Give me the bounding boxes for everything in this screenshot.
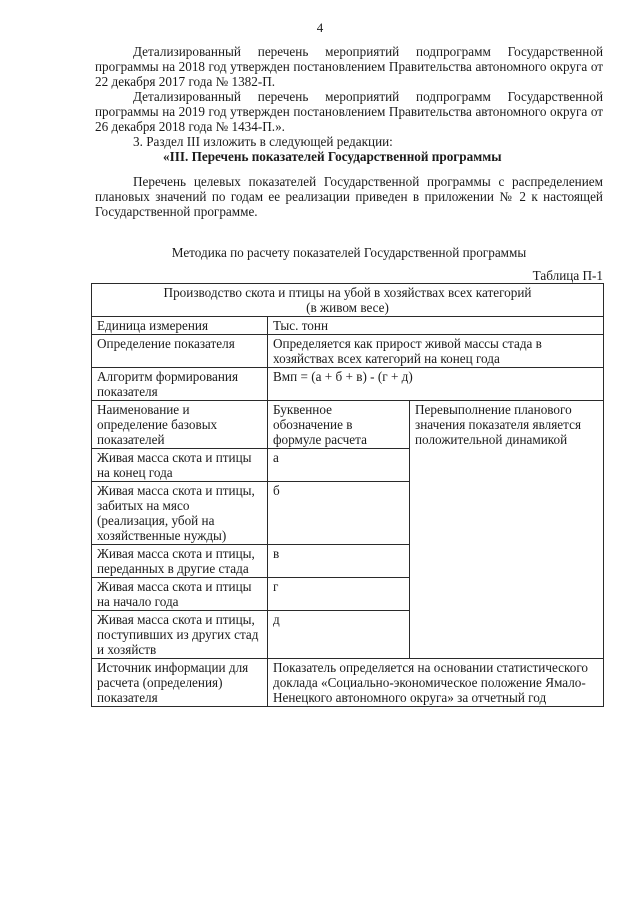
base-indicator-symbol: г xyxy=(268,578,410,611)
document-body xyxy=(95,44,603,260)
base-indicator-symbol: в xyxy=(268,545,410,578)
algorithm-label: Алгоритм формирования показателя xyxy=(92,368,268,401)
paragraph-2018-list: Детализированный перечень мероприятий подпрограмм Государственной программы на 2018 год утвержден постановлением Правительства автономного округа от 22 декабря 2017 года № 1382-П. xyxy=(95,44,603,89)
base-indicator-name: Живая масса скота и птицы, переданных в другие стада xyxy=(92,545,268,578)
table-title-line2: (в живом весе) xyxy=(306,300,389,315)
col-base-name: Наименование и определение базовых показателей xyxy=(92,401,268,449)
source-label: Источник информации для расчета (определения) показателя xyxy=(92,659,268,707)
definition-label: Определение показателя xyxy=(92,335,268,368)
base-indicator-name: Живая масса скота и птицы, поступивших из других стад и хозяйств xyxy=(92,611,268,659)
base-indicator-name: Живая масса скота и птицы на начало года xyxy=(92,578,268,611)
unit-value: Тыс. тонн xyxy=(268,317,604,335)
paragraph-section-change: 3. Раздел III изложить в следующей редакции: xyxy=(133,134,393,149)
section-heading: «III. Перечень показателей Государственной программы xyxy=(163,149,502,164)
source-value: Показатель определяется на основании статистического доклада «Социально-экономическое положение Ямало-Ненецкого автономного округа» за отчетный год xyxy=(268,659,604,707)
base-indicator-name: Живая масса скота и птицы, забитых на мясо (реализация, убой на хозяйственные нужды) xyxy=(92,482,268,545)
unit-label: Единица измерения xyxy=(92,317,268,335)
col-symbol: Буквенное обозначение в формуле расчета xyxy=(268,401,410,449)
col-note: Перевыполнение планового значения показателя является положительной динамикой xyxy=(410,401,604,659)
table-title xyxy=(92,284,604,317)
base-indicator-name: Живая масса скота и птицы на конец года xyxy=(92,449,268,482)
page-number: 4 xyxy=(316,20,324,35)
base-indicator-symbol: а xyxy=(268,449,410,482)
table-title-line1: Производство скота и птицы на убой в хозяйствах всех категорий xyxy=(163,285,532,300)
method-caption: Методика по расчету показателей Государственной программы xyxy=(171,245,527,260)
base-indicator-symbol: д xyxy=(268,611,410,659)
algorithm-value: Вмп = (а + б + в) - (г + д) xyxy=(268,368,604,401)
paragraph-indicators: Перечень целевых показателей Государственной программы с распределением плановых значений по годам ее реализации приведен в приложении № 2 к настоящей Государственной программе. xyxy=(95,174,603,219)
table-label: Таблица П-1 xyxy=(532,268,603,283)
indicator-table xyxy=(91,283,604,707)
definition-value: Определяется как прирост живой массы стада в хозяйствах всех категорий на конец года xyxy=(268,335,604,368)
paragraph-2019-list: Детализированный перечень мероприятий подпрограмм Государственной программы на 2019 год утвержден постановлением Правительства автономного округа от 26 декабря 2018 года № 1434-П.». xyxy=(95,89,603,134)
base-indicator-symbol: б xyxy=(268,482,410,545)
